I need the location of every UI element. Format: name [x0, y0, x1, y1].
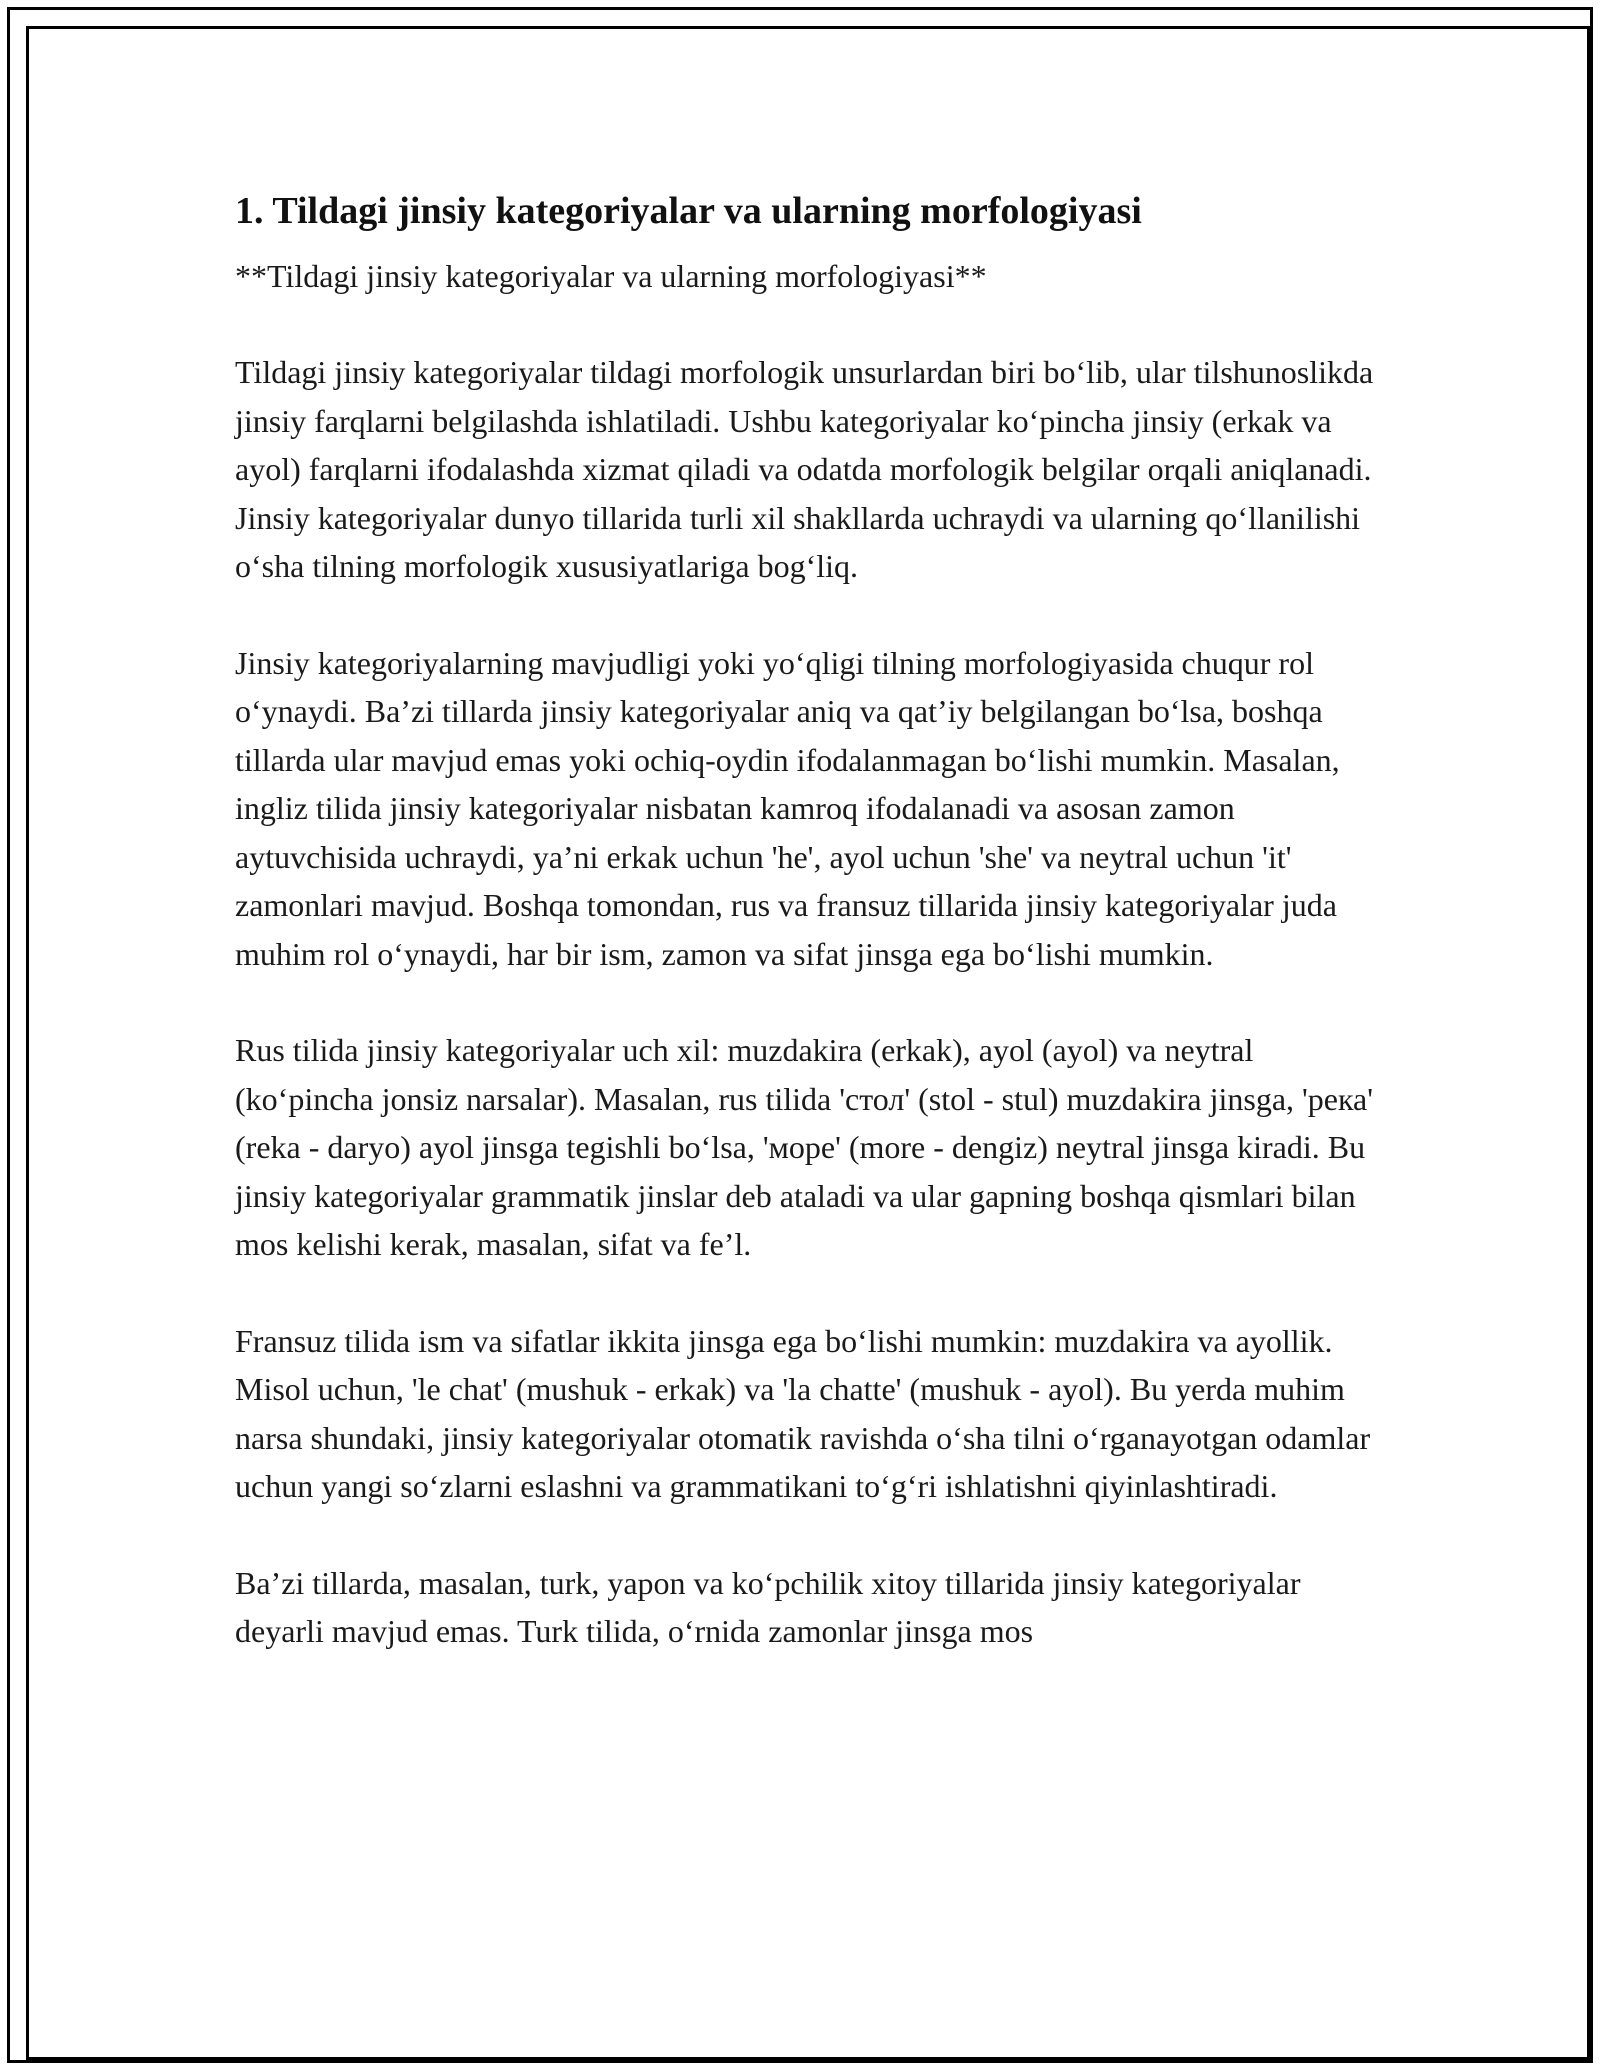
paragraph-5: Ba’zi tillarda, masalan, turk, yapon va ko‘pchilik xitoy tillarida jinsiy kategoriyalar deyarli mavjud emas. Turk tilida, o‘rnida zamonlar jinsga mos — [235, 1564, 1301, 1649]
paragraph-4: Fransuz tilida ism va sifatlar ikkita jinsga ega bo‘lishi mumkin: muzdakira va ayollik. Misol uchun, 'le chat' (mushuk - erkak) va 'la chatte' (mushuk - ayol). Bu yerda muhim narsa shundaki, jinsiy kategoriyalar otomatik ravishda o‘sha tilni o‘rganayotgan odamlar uchun yangi so‘zlarni eslashni va grammatikani to‘g‘ri ishlatishni qiyinlashtiradi. — [235, 1322, 1371, 1504]
paragraph-3: Rus tilida jinsiy kategoriyalar uch xil: muzdakira (erkak), ayol (ayol) va neytral (ko‘pincha jonsiz narsalar). Masalan, rus tilida 'стол' (stol - stul) muzdakira jinsga, 'река' (reka - daryo) ayol jinsga tegishli bo‘lsa, 'море' (more - dengiz) neytral jinsga kiradi. Bu jinsiy kategoriyalar grammatik jinslar deb ataladi va ular gapning boshqa qismlari bilan mos kelishi kerak, masalan, sifat va fe’l. — [235, 1032, 1374, 1262]
paragraph-2: Jinsiy kategoriyalarning mavjudligi yoki yo‘qligi tilning morfologiyasida chuqur rol o‘ynaydi. Ba’zi tillarda jinsiy kategoriyalar aniq va qat’iy belgilangan bo‘lsa, boshqa tillarda ular mavjud emas yoki ochiq-oydin ifodalanmagan bo‘lishi mumkin. Masalan, ingliz tilida jinsiy kategoriyalar nisbatan kamroq ifodalanadi va asosan zamon aytuvchisida uchraydi, ya’ni erkak uchun 'he', ayol uchun 'she' va neytral uchun 'it' zamonlari mavjud. Boshqa tomondan, rus va fransuz tillarida jinsiy kategoriyalar juda muhim rol o‘ynaydi, har bir ism, zamon va sifat jinsga ega bo‘lishi mumkin. — [235, 644, 1340, 972]
document-title: 1. Tildagi jinsiy kategoriyalar va ularning morfologiyasi — [235, 190, 1142, 232]
paragraph-1: Tildagi jinsiy kategoriyalar tildagi morfologik unsurlardan biri bo‘lib, ular tilshunoslikda jinsiy farqlarni belgilashda ishlatiladi. Ushbu kategoriyalar ko‘pincha jinsiy (erkak va ayol) farqlarni ifodalashda xizmat qiladi va odatda morfologik belgilar orqali aniqlanadi. Jinsiy kategoriyalar dunyo tillarida turli xil shakllarda uchraydi va ularning qo‘llanilishi o‘sha tilning morfologik xususiyatlariga bog‘liq. — [235, 354, 1374, 584]
document-body — [235, 186, 1375, 1704]
document-subtitle: **Tildagi jinsiy kategoriyalar va ularning morfologiyasi** — [235, 258, 987, 294]
